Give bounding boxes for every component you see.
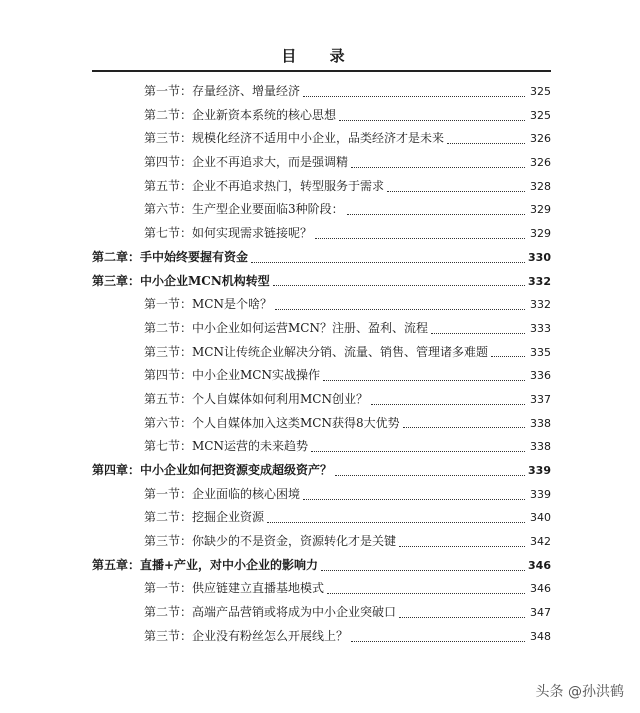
dot-leader [315,237,525,239]
dot-leader [275,308,525,310]
toc-section-entry [92,198,551,222]
toc-chapter-entry [92,246,551,270]
toc-section-entry [92,364,551,388]
dot-leader [371,403,525,405]
toc-entry-page-number: 336 [530,369,551,383]
toc-entry-label: 第三章：中小企业MCN机构转型 [92,273,270,288]
toc-entry-page-number: 348 [530,629,551,643]
dot-leader [387,190,525,192]
toc-entry-label: 第二章：手中始终要握有资金 [92,249,249,264]
toc-entry-label: 第四节：中小企业MCN实战操作 [144,368,320,383]
dot-leader [335,474,525,476]
toc-section-entry [92,435,551,459]
toc-section-entry [92,412,551,436]
toc-section-entry [92,222,551,246]
toc-entry-page-number: 332 [530,298,551,312]
toc-entry-page-number: 329 [530,203,551,217]
toc-entry-label: 第三节：你缺少的不是资金，资源转化才是关键 [144,534,397,549]
toc-entry-label: 第五节：个人自媒体如何利用MCN创业？ [144,391,368,406]
toc-entry-label: 第三节：规模化经济不适用中小企业，品类经济才是未来 [144,131,445,146]
toc-entry-page-number: 338 [530,416,551,430]
toc-entry-label: 第七节：MCN运营的未来趋势 [144,439,308,454]
toc-entry-page-number: 338 [530,440,551,454]
toc-entry-page-number: 329 [530,227,551,241]
dot-leader [399,616,525,618]
watermark: 头条 @孙洪鹤 [535,684,624,700]
toc-entry-page-number: 339 [528,464,551,477]
toc-section-entry [92,625,551,649]
dot-leader [327,592,525,594]
toc-entry-label: 第四章：中小企业如何把资源变成超级资产？ [92,463,333,477]
toc-entry-page-number: 337 [530,392,551,406]
toc-section-entry [92,80,551,104]
toc-entry-label: 第一节：存量经济、增量经济 [144,84,301,98]
toc-entry-page-number: 333 [530,321,551,335]
toc-entry-label: 第二节：高端产品营销或将成为中小企业突破口 [144,605,397,620]
toc-entry-page-number: 330 [528,250,551,264]
dot-leader [251,261,525,263]
toc-entry-page-number: 340 [530,511,551,525]
dot-leader [431,332,525,334]
toc-entry-label: 第四节：企业不再追求大，而是强调精 [144,155,349,170]
toc-entry-label: 第二节：企业新资本系统的核心思想 [144,107,337,122]
toc-entry-page-number: 346 [528,558,551,572]
toc-entry-label: 第二节：中小企业如何运营MCN？注册、盈利、流程 [144,320,428,335]
toc-entry-page-number: 325 [530,108,551,122]
toc-section-entry [92,577,551,601]
dot-leader [339,119,525,121]
toc-section-entry [92,175,551,199]
dot-leader [399,545,525,547]
toc-chapter-entry [92,554,551,578]
title-rule [92,70,551,72]
toc-entry-page-number: 328 [530,179,551,193]
toc-entry-label: 第五节：企业不再追求热门，转型服务于需求 [144,178,385,193]
toc-entry-page-number: 339 [530,487,551,501]
toc-chapter-entry [92,459,551,483]
toc-list [92,80,551,649]
dot-leader [347,213,525,215]
dot-leader [303,498,525,500]
dot-leader [323,379,525,381]
toc-section-entry [92,127,551,151]
toc-entry-page-number: 335 [530,345,551,359]
toc-entry-page-number: 342 [530,535,551,549]
toc-entry-page-number: 325 [530,85,551,98]
toc-entry-label: 第六节：生产型企业要面临3种阶段： [144,202,344,217]
toc-entry-label: 第三节：MCN让传统企业解决分销、流量、销售、管理诸多难题 [144,344,488,359]
toc-section-entry [92,601,551,625]
toc-entry-page-number: 346 [530,582,551,596]
toc-entry-page-number: 326 [530,156,551,170]
toc-entry-page-number: 347 [530,606,551,620]
toc-section-entry [92,388,551,412]
dot-leader [273,284,525,286]
toc-entry-label: 第一节：企业面临的核心困境 [144,486,301,501]
dot-leader [311,450,525,452]
toc-entry-label: 第五章：直播+产业，对中小企业的影响力 [92,557,319,572]
page-title: 目 录 [281,47,359,65]
toc-section-entry [92,483,551,507]
dot-leader [303,95,525,97]
toc-section-entry [92,317,551,341]
toc-section-entry [92,104,551,128]
dot-leader [351,640,525,642]
toc-entry-page-number: 326 [530,132,551,146]
dot-leader [491,355,525,357]
toc-chapter-entry [92,270,551,294]
toc-section-entry [92,530,551,554]
dot-leader [403,426,525,428]
toc-entry-label: 第一节：供应链建立直播基地模式 [144,581,325,596]
dot-leader [267,521,525,523]
toc-entry-label: 第六节：个人自媒体加入这类MCN获得8大优势 [144,415,400,430]
toc-entry-label: 第二节：挖掘企业资源 [144,510,265,525]
dot-leader [321,569,525,571]
toc-entry-page-number: 332 [528,274,551,288]
toc-entry-label: 第七节：如何实现需求链接呢？ [144,226,313,241]
toc-section-entry [92,506,551,530]
toc-section-entry [92,151,551,175]
toc-entry-label: 第三节：企业没有粉丝怎么开展线上？ [144,628,349,643]
dot-leader [447,142,525,144]
toc-section-entry [92,293,551,317]
dot-leader [351,166,525,168]
toc-section-entry [92,341,551,365]
toc-entry-label: 第一节：MCN是个啥？ [144,297,272,312]
